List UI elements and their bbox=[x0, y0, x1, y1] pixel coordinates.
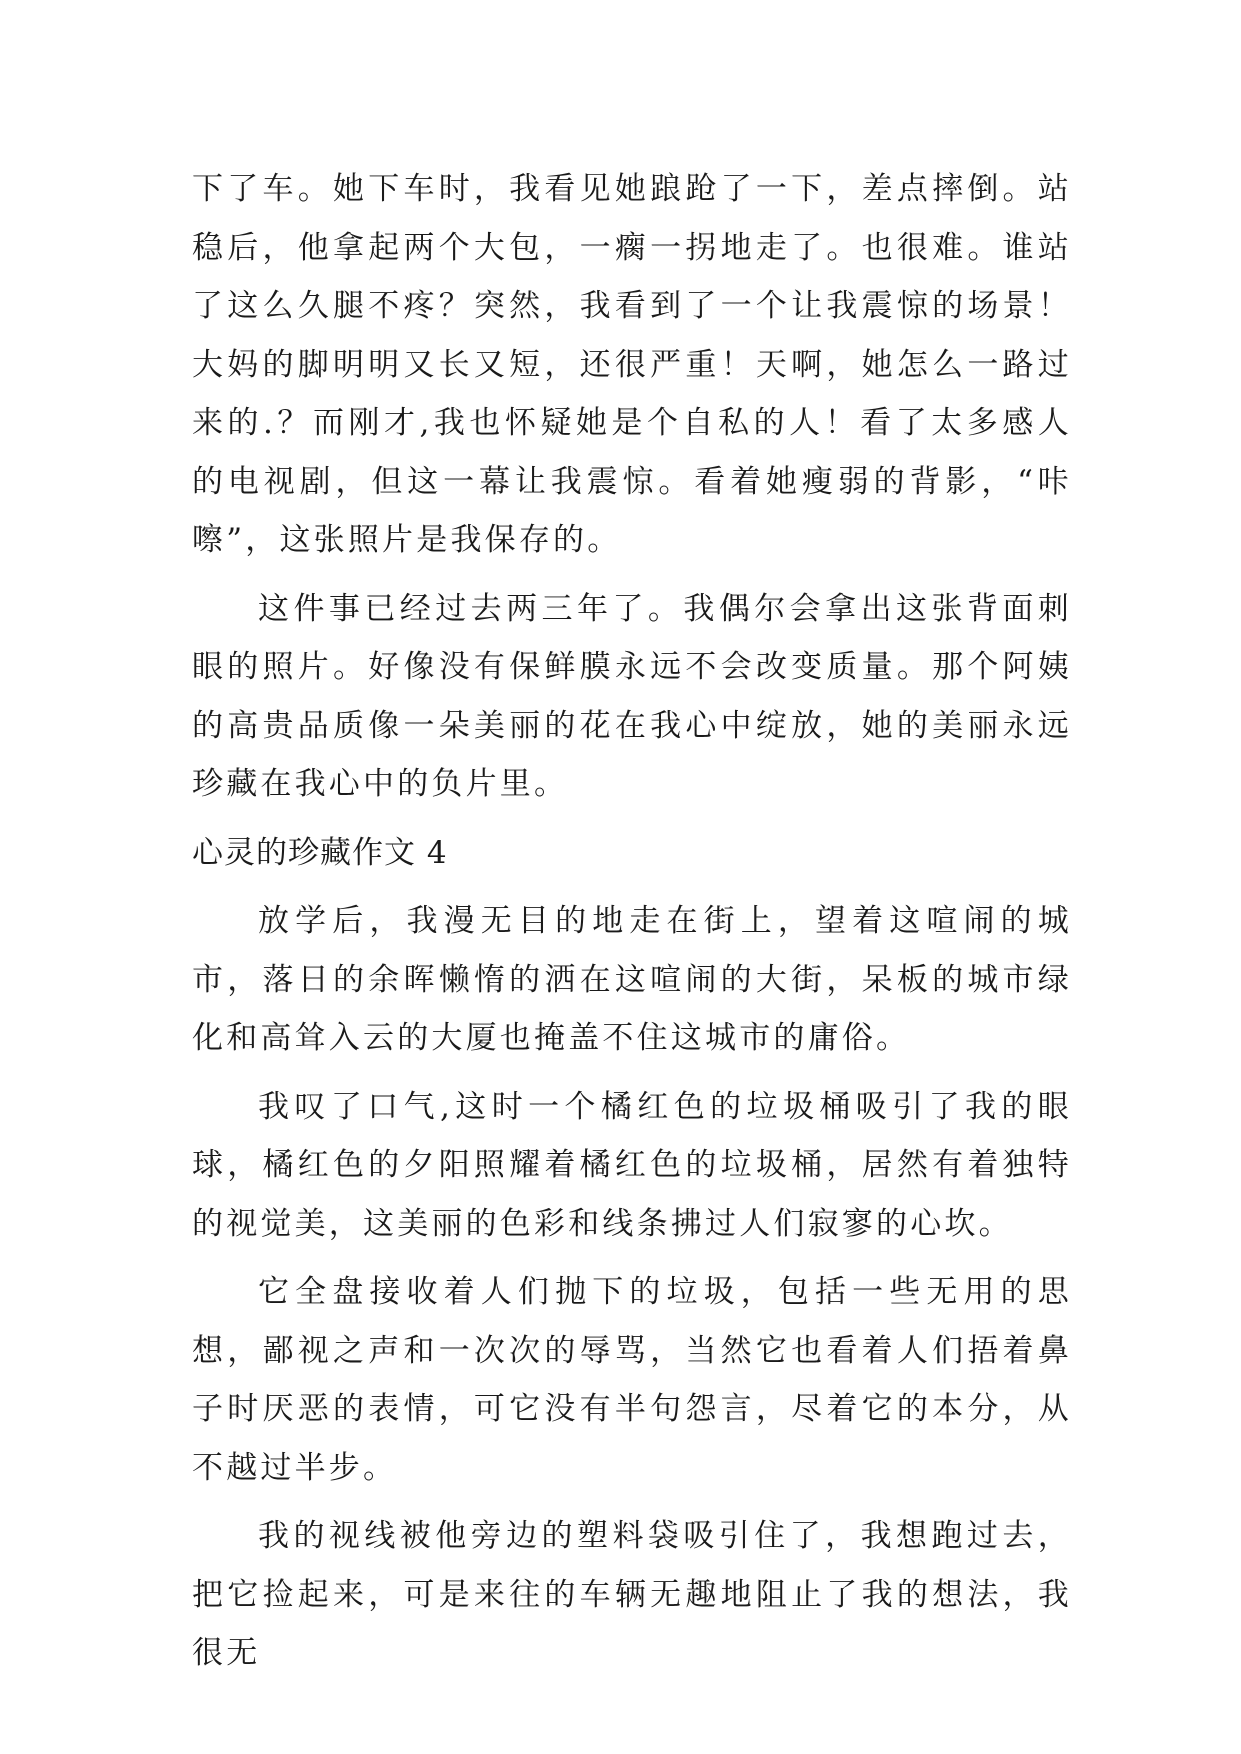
paragraph-1: 下了车。她下车时，我看见她踉跄了一下，差点摔倒。站稳后，他拿起两个大包，一瘸一拐地走了。也很难。谁站了这么久腿不疼？突然，我看到了一个让我震惊的场景！大妈的脚明明又长又短，还很严重！天啊，她怎么一路过来的.？而刚才,我也怀疑她是个自私的人！看了太多感人的电视剧，但这一幕让我震惊。看着她瘦弱的背影，“咔嚓”，这张照片是我保存的。 bbox=[192, 171, 1072, 558]
paragraph-2: 这件事已经过去两三年了。我偶尔会拿出这张背面刺眼的照片。好像没有保鲜膜永远不会改变质量。那个阿姨的高贵品质像一朵美丽的花在我心中绽放，她的美丽永远珍藏在我心中的负片里。 bbox=[192, 590, 1072, 802]
paragraph-5: 它全盘接收着人们抛下的垃圾，包括一些无用的思想，鄙视之声和一次次的辱骂，当然它也看着人们捂着鼻子时厌恶的表情，可它没有半句怨言，尽着它的本分，从不越过半步。 bbox=[192, 1274, 1072, 1486]
paragraph-3: 放学后，我漫无目的地走在街上，望着这喧闹的城市，落日的余晖懒惰的洒在这喧闹的大街，呆板的城市绿化和高耸入云的大厦也掩盖不住这城市的庸俗。 bbox=[192, 903, 1072, 1056]
paragraph-4: 我叹了口气,这时一个橘红色的垃圾桶吸引了我的眼球，橘红色的夕阳照耀着橘红色的垃圾桶，居然有着独特的视觉美，这美丽的色彩和线条拂过人们寂寥的心坎。 bbox=[192, 1088, 1072, 1242]
paragraph-6: 我的视线被他旁边的塑料袋吸引住了，我想跑过去，把它捡起来，可是来往的车辆无趣地阻止了我的想法，我很无 bbox=[192, 1518, 1072, 1671]
document-page bbox=[192, 160, 1072, 1693]
section-heading: 心灵的珍藏作文 4 bbox=[192, 834, 448, 871]
